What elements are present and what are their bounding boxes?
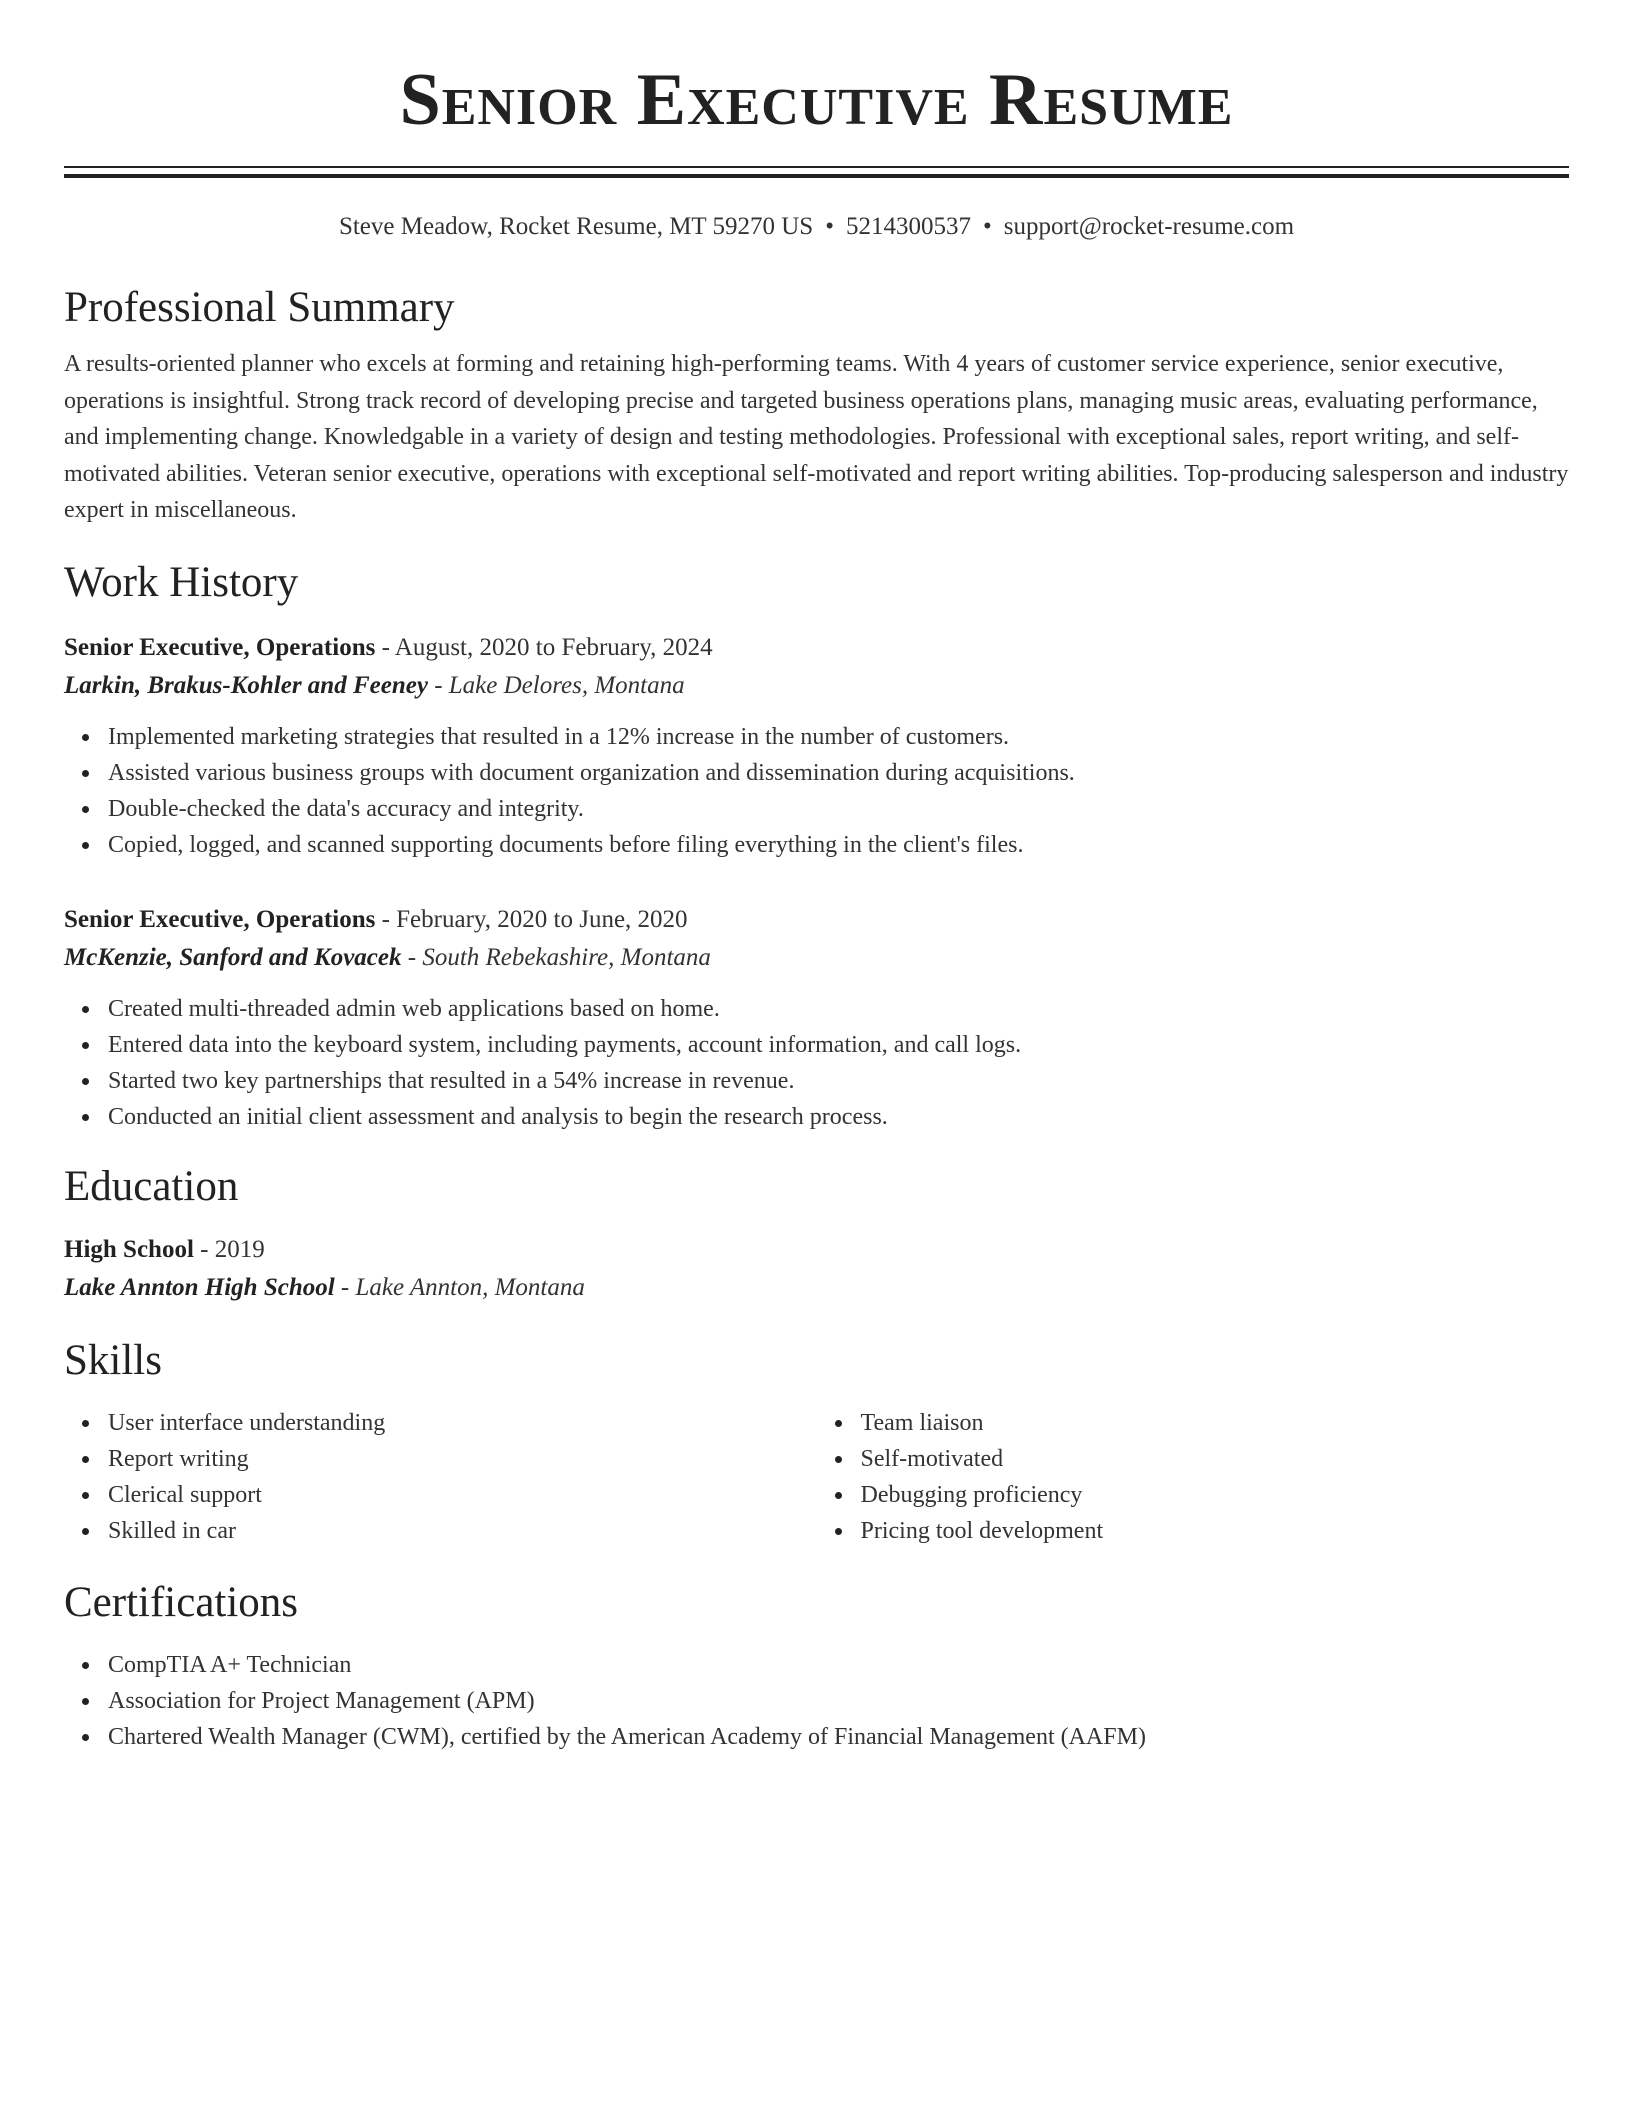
skill-item: Pricing tool development xyxy=(861,1513,1570,1549)
certifications-heading: Certifications xyxy=(64,1578,299,1626)
job-dates: - August, 2020 to February, 2024 xyxy=(375,633,713,661)
job-bullet: Copied, logged, and scanned supporting documents before filing everything in the client's files. xyxy=(108,827,1569,863)
certification-item: Chartered Wealth Manager (CWM), certified by the American Academy of Financial Management (AAFM) xyxy=(108,1719,1569,1755)
resume-title: Senior Executive Resume xyxy=(399,59,1234,141)
skill-item: Report writing xyxy=(108,1441,817,1477)
work-history-heading: Work History xyxy=(64,558,299,606)
education-school-line xyxy=(64,1269,1569,1307)
job-location: - Lake Delores, Montana xyxy=(427,671,685,699)
education-degree: High School xyxy=(64,1235,194,1263)
contact-address: Steve Meadow, Rocket Resume, MT 59270 US xyxy=(338,213,814,240)
job-entry xyxy=(64,629,1569,863)
skill-item: Clerical support xyxy=(108,1477,817,1513)
job-bullet: Created multi-threaded admin web applications based on home. xyxy=(108,991,1569,1027)
skill-item: Skilled in car xyxy=(108,1513,817,1549)
resume-page xyxy=(64,0,1569,1755)
job-location: - South Rebekashire, Montana xyxy=(401,943,711,971)
title-rule-thick xyxy=(64,174,1569,178)
contact-separator: • xyxy=(982,213,992,240)
job-header xyxy=(64,629,1569,667)
certifications-section xyxy=(64,1577,1569,1755)
contact-line xyxy=(64,210,1569,244)
job-bullet: Assisted various business groups with document organization and dissemination during acquisitions. xyxy=(108,755,1569,791)
job-bullet: Double-checked the data's accuracy and integrity. xyxy=(108,791,1569,827)
skills-heading: Skills xyxy=(64,1336,162,1384)
summary-heading: Professional Summary xyxy=(64,284,455,331)
contact-email: support@rocket-resume.com xyxy=(1003,213,1295,240)
skills-column-right xyxy=(817,1405,1570,1549)
job-title: Senior Executive, Operations xyxy=(64,633,376,661)
skill-item: Self-motivated xyxy=(861,1441,1570,1477)
skill-item: Debugging proficiency xyxy=(861,1477,1570,1513)
skill-item: User interface understanding xyxy=(108,1405,817,1441)
job-bullet: Entered data into the keyboard system, including payments, account information, and call logs. xyxy=(108,1027,1569,1063)
job-entry xyxy=(64,901,1569,1135)
job-dates: - February, 2020 to June, 2020 xyxy=(375,905,688,933)
certification-item: CompTIA A+ Technician xyxy=(108,1647,1569,1683)
education-school: Lake Annton High School xyxy=(64,1273,335,1301)
education-section xyxy=(64,1161,1569,1307)
job-bullets xyxy=(64,719,1569,863)
education-degree-line xyxy=(64,1231,1569,1269)
summary-section xyxy=(64,282,1569,529)
certification-item: Association for Project Management (APM) xyxy=(108,1683,1569,1719)
certifications-list xyxy=(64,1647,1569,1755)
skills-column-left xyxy=(64,1405,817,1549)
job-title: Senior Executive, Operations xyxy=(64,905,376,933)
job-bullet: Implemented marketing strategies that resulted in a 12% increase in the number of customers. xyxy=(108,719,1569,755)
education-year: - 2019 xyxy=(193,1235,265,1263)
job-bullets xyxy=(64,991,1569,1135)
contact-separator: • xyxy=(825,213,834,240)
skills-section xyxy=(64,1335,1569,1549)
education-location: - Lake Annton, Montana xyxy=(334,1273,585,1301)
skills-columns xyxy=(64,1405,1569,1549)
job-header xyxy=(64,901,1569,939)
job-company: Larkin, Brakus-Kohler and Feeney xyxy=(64,671,428,699)
job-company-line xyxy=(64,667,1569,705)
job-bullet: Started two key partnerships that resulted in a 54% increase in revenue. xyxy=(108,1063,1569,1099)
summary-text: A results-oriented planner who excels at forming and retaining high-performing teams. With 4 years of customer service experience, senior executive, operations is insightful. Strong track record of developing precise and targeted business operations plans, managing music areas, evaluating performance, and implementing change. Knowledgable in a variety of design and testing methodologies. Professional with exceptional sales, report writing, and self-motivated abilities. Veteran senior executive, operations with exceptional self-motivated and report writing abilities. Top-producing salesperson and industry expert in miscellaneous. xyxy=(64,351,1569,523)
job-bullet: Conducted an initial client assessment and analysis to begin the research process. xyxy=(108,1099,1569,1135)
skill-item: Team liaison xyxy=(861,1405,1570,1441)
job-company-line xyxy=(64,939,1569,977)
education-heading: Education xyxy=(64,1162,239,1210)
job-company: McKenzie, Sanford and Kovacek xyxy=(64,943,402,971)
title-rule-thin xyxy=(64,166,1569,168)
contact-phone: 5214300537 xyxy=(845,213,971,240)
work-history-section xyxy=(64,557,1569,1135)
